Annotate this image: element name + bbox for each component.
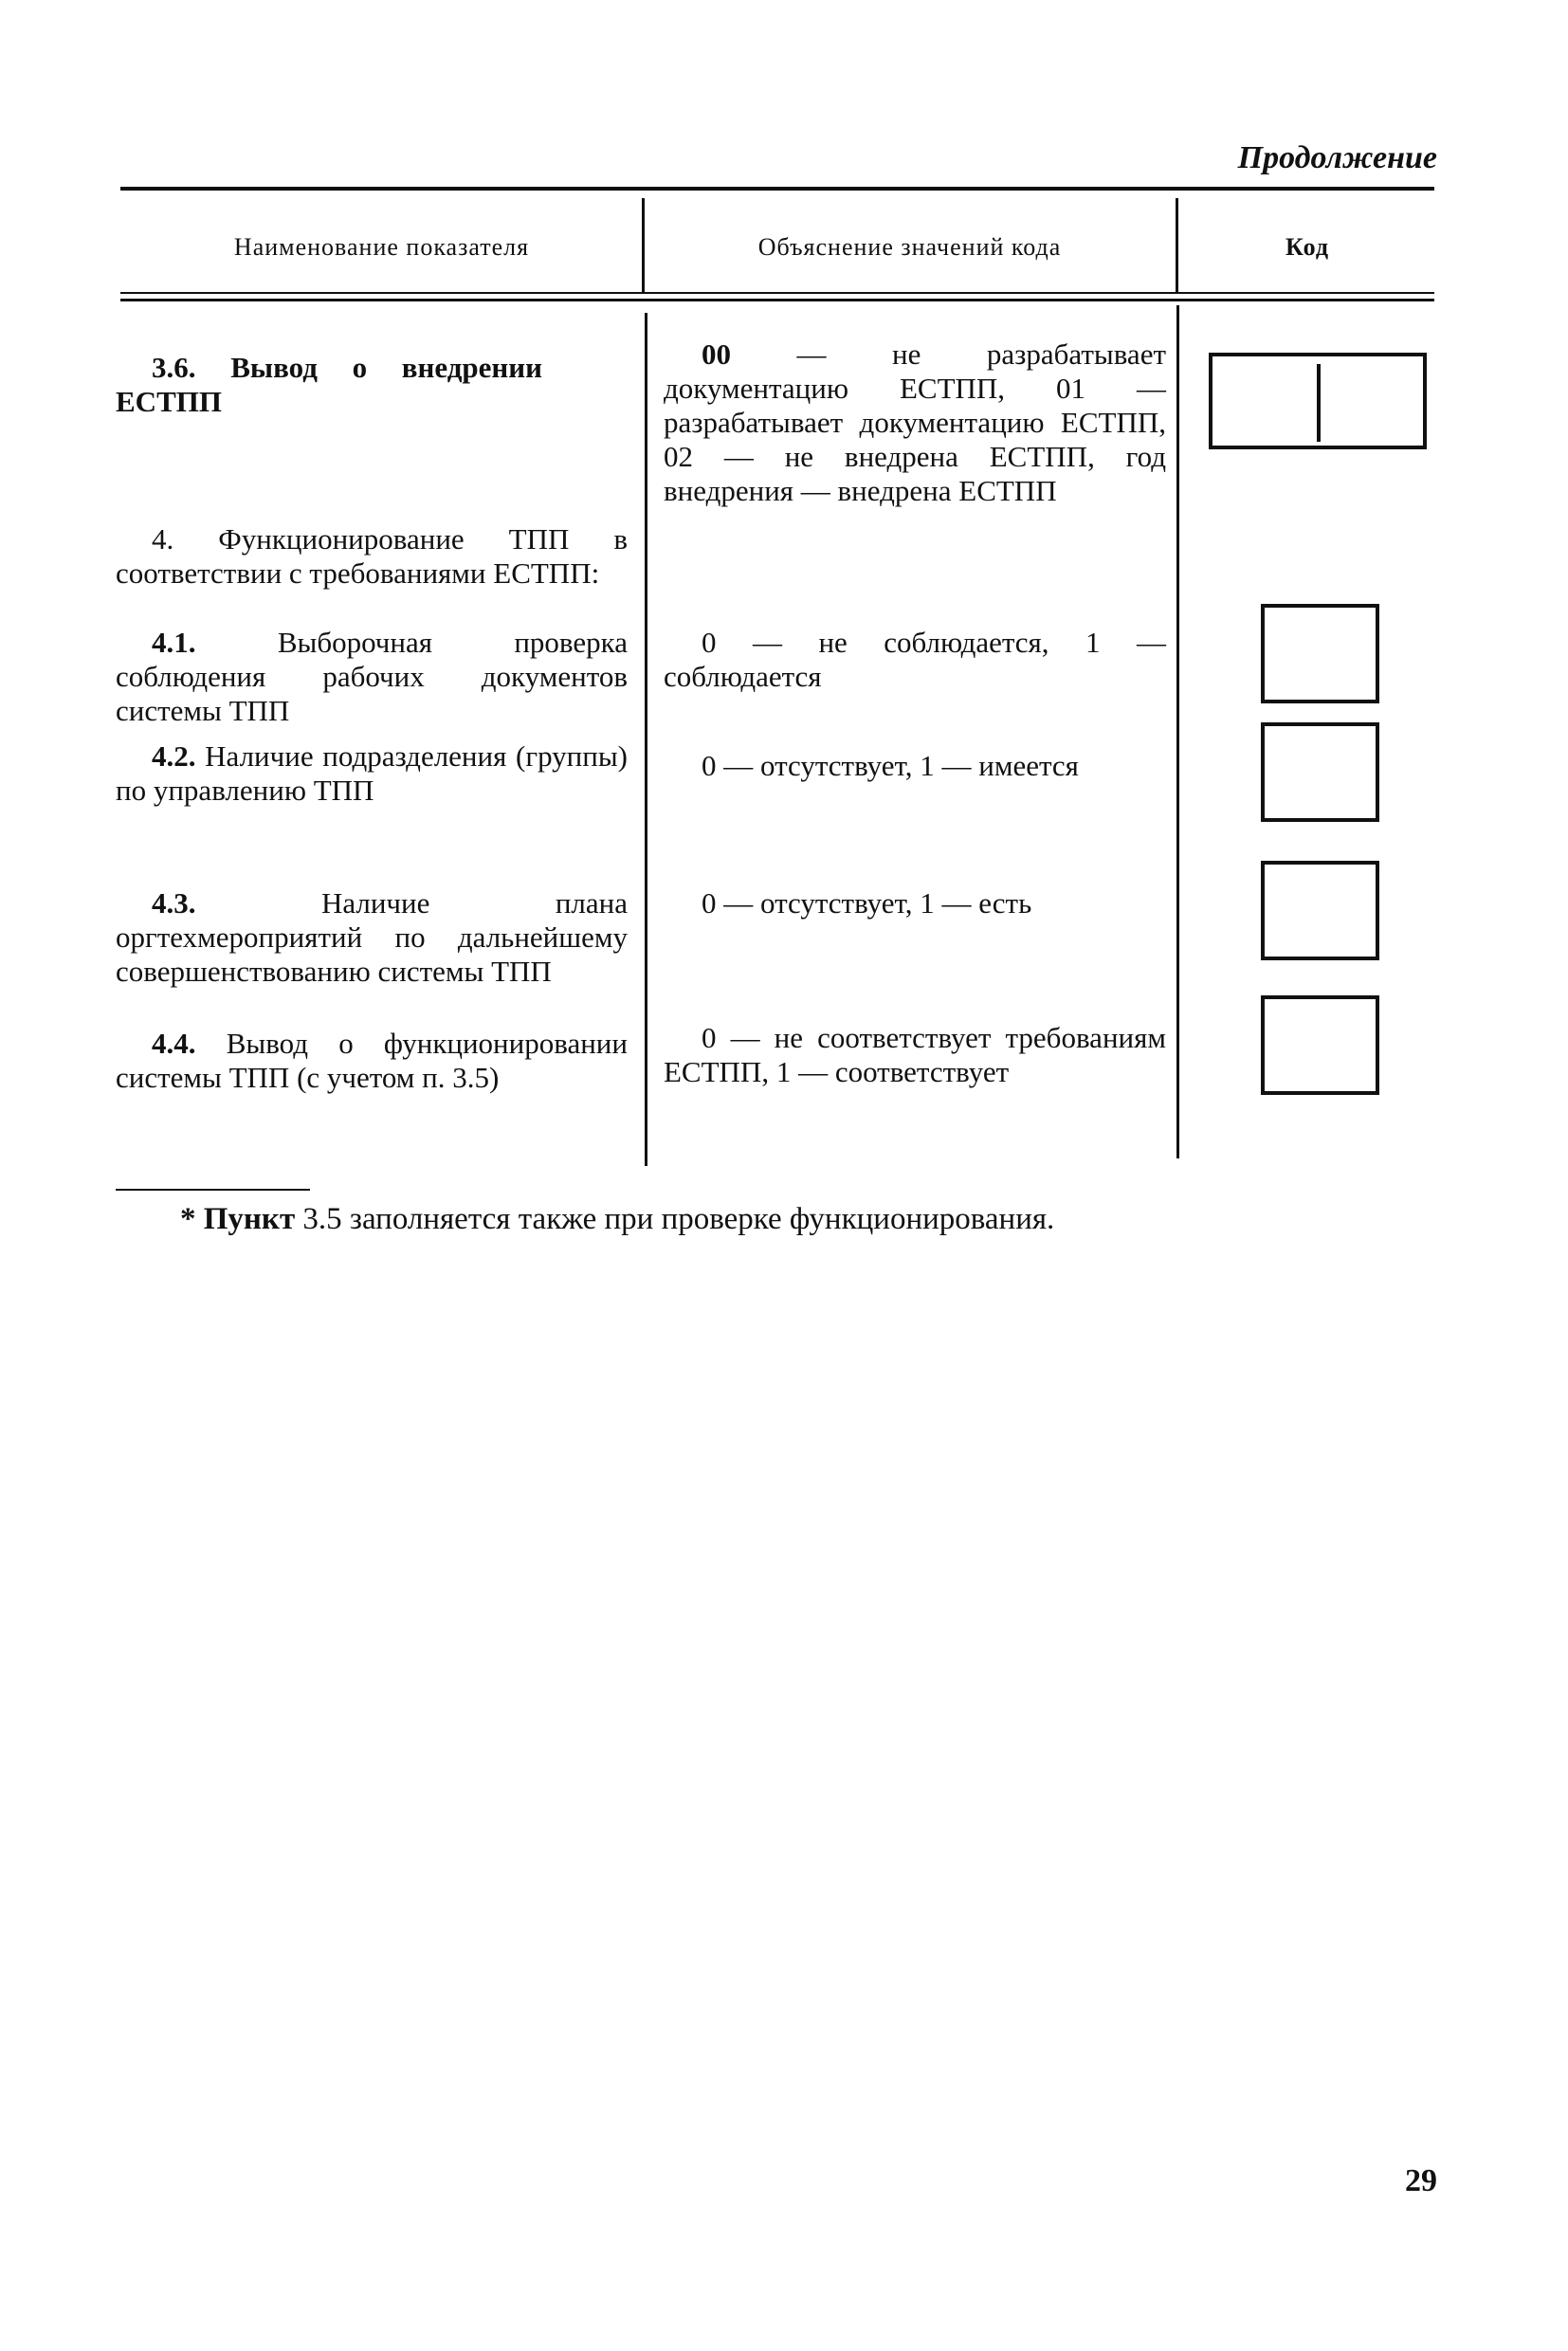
footnote-text: 3.5 заполняется также при проверке функционирования. [302,1202,1055,1236]
row-4-1-num: 4.1. [152,626,196,659]
row-4-2-explanation-text: 0 — отсутствует, 1 — имеется [702,749,1079,782]
code-box-3-6 [1209,353,1427,449]
footnote-rule [116,1189,310,1191]
row-4-3-explanation [664,886,1166,920]
row-4-4-num: 4.4. [152,1027,196,1060]
column-header-explanation: Объяснение значений кода [757,233,1062,261]
row-3-6-num: 3.6. [152,351,196,384]
header-rule-1 [120,292,1434,294]
row-3-6-name [116,351,542,419]
row-4-name [116,522,628,591]
row-4-1-text: Выборочная проверка соблюдения рабочих документов системы ТПП [116,626,628,727]
row-4-3-text: Наличие плана оргтехмероприятий по дальнейшему совершенствованию системы ТПП [116,886,628,988]
code-box-4-2 [1261,722,1379,822]
code-box-4-3 [1261,861,1379,960]
row-3-6-explanation [664,337,1166,508]
row-3-6-explanation-text: — не разрабатывает документацию ЕСТПП, 01 — разрабатывает документацию ЕСТПП, 02 — не внедрена ЕСТПП, год внедрения — внедрена ЕСТПП [664,337,1167,507]
column-divider-1 [645,313,647,1166]
row-4-1-name [116,626,628,728]
row-4-1-explanation-text: 0 — не соблюдается, 1 — соблюдается [664,626,1166,693]
column-header-name: Наименование показателя [233,233,530,261]
row-4-3-num: 4.3. [152,886,196,920]
row-4-4-name [116,1027,628,1095]
row-4-text: Функционирование ТПП в соответствии с требованиями ЕСТПП: [116,522,629,590]
continuation-label: Продолжение [1237,140,1437,175]
row-4-3-name [116,886,628,989]
column-header-code: Код [1285,233,1329,261]
page-number: 29 [1405,2163,1437,2198]
header-divider-1 [642,198,645,293]
row-4-4-text: Вывод о функционировании системы ТПП (с учетом п. 3.5) [116,1027,628,1094]
table-top-rule [120,187,1434,191]
row-4-2-explanation [664,749,1166,783]
footnote-mark: * Пункт [180,1202,296,1236]
row-4-2-name [116,739,628,808]
row-4-3-explanation-text: 0 — отсутствует, 1 — есть [702,886,1032,920]
header-divider-2 [1176,198,1178,293]
row-4-4-explanation [664,1021,1166,1089]
row-4-2-text: Наличие подразделения (группы) по управлению ТПП [116,739,628,807]
code-box-4-4 [1261,995,1379,1095]
row-3-6-code-lead: 00 [702,337,731,371]
row-4-2-num: 4.2. [152,739,196,773]
footnote [180,1202,1054,1237]
row-4-num: 4. [152,522,174,556]
column-divider-2 [1176,305,1179,1158]
code-box-3-6-divider [1317,364,1321,442]
row-3-6-text: Вывод о внедрении ЕСТПП [116,351,543,418]
code-box-4-1 [1261,604,1379,703]
header-rule-2 [120,299,1434,301]
row-4-1-explanation [664,626,1166,694]
row-4-4-explanation-text: 0 — не соответствует требованиям ЕСТПП, 1 — соответствует [664,1021,1166,1088]
